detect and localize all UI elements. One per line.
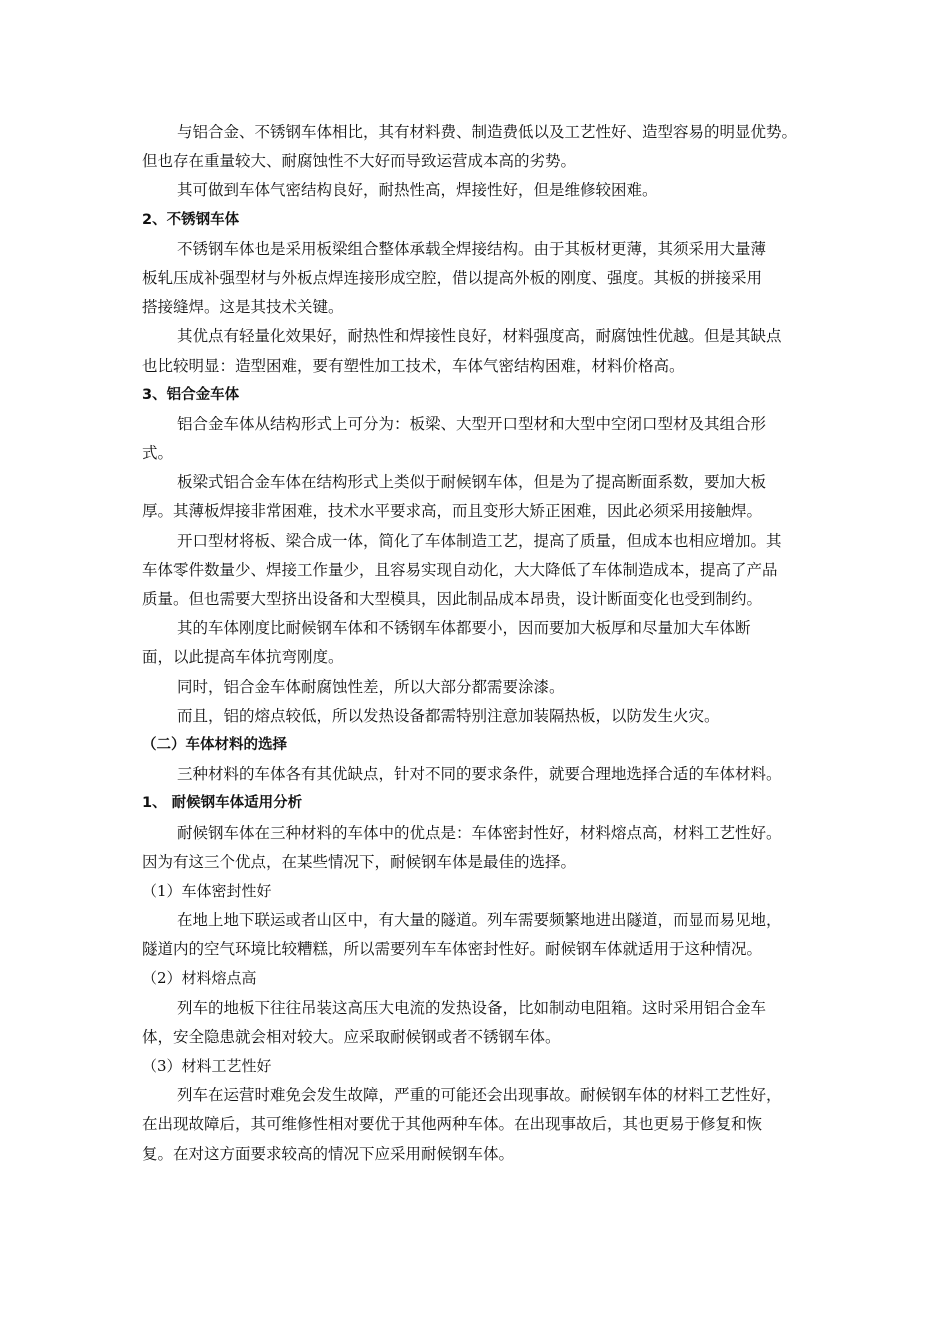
paragraph-line: 同时，铝合金车体耐腐蚀性差，所以大部分都需要涂漆。 <box>177 677 565 696</box>
paragraph-line: 隧道内的空气环境比较糟糕，所以需要列车车体密封性好。耐候钢车体就适用于这种情况。 <box>142 940 763 959</box>
section-heading-weathering-steel-analysis: 1、 耐候钢车体适用分析 <box>142 795 303 812</box>
section-heading-aluminum-alloy: 3、铝合金车体 <box>142 386 240 403</box>
paragraph-line: 铝合金车体从结构形式上可分为：板梁、大型开口型材和大型中空闭口型材及其组合形 <box>177 414 767 433</box>
paragraph-line: 开口型材将板、梁合成一体，简化了车体制造工艺，提高了质量，但成本也相应增加。其 <box>177 531 782 550</box>
subheading-workability: （3）材料工艺性好 <box>142 1057 272 1075</box>
section-heading-material-selection: （二）车体材料的选择 <box>142 736 287 753</box>
section-heading-stainless-steel: 2、不锈钢车体 <box>142 211 240 228</box>
paragraph-line: 列车的地板下往往吊装这高压大电流的发热设备，比如制动电阻箱。这时采用铝合金车 <box>177 998 767 1017</box>
paragraph-line: 板轧压成补强型材与外板点焊连接形成空腔，借以提高外板的刚度、强度。其板的拼接采用 <box>142 268 763 287</box>
paragraph-line: 三种材料的车体各有其优缺点，针对不同的要求条件，就要合理地选择合适的车体材料。 <box>177 765 782 784</box>
paragraph-line: 其可做到车体气密结构良好，耐热性高，焊接性好，但是维修较困难。 <box>177 181 658 200</box>
subheading-melting-point: （2）材料熔点高 <box>142 969 257 988</box>
paragraph-line: 而且，铝的熔点较低，所以发热设备都需特别注意加装隔热板，以防发生火灾。 <box>177 706 720 725</box>
paragraph-line: 式。 <box>142 444 174 463</box>
paragraph-line: 体，安全隐患就会相对较大。应采取耐候钢或者不锈钢车体。 <box>142 1027 561 1046</box>
paragraph-line: 其的车体刚度比耐候钢车体和不锈钢车体都要小，因而要加大板厚和尽量加大车体断 <box>177 619 751 638</box>
paragraph-line: 质量。但也需要大型挤出设备和大型模具，因此制品成本昂贵，设计断面变化也受到制约。 <box>142 590 763 608</box>
paragraph-line: 面，以此提高车体抗弯刚度。 <box>142 648 344 667</box>
paragraph-line: 搭接缝焊。这是其技术关键。 <box>142 298 344 317</box>
paragraph-line: 车体零件数量少、焊接工作量少，且容易实现自动化，大大降低了车体制造成本，提高了产品 <box>142 560 778 579</box>
paragraph-line: 耐候钢车体在三种材料的车体中的优点是：车体密封性好，材料熔点高，材料工艺性好。 <box>177 823 782 842</box>
paragraph-line: 也比较明显：造型困难，要有塑性加工技术，车体气密结构困难，材料价格高。 <box>142 356 685 375</box>
paragraph-line: 复。在对这方面要求较高的情况下应采用耐候钢车体。 <box>142 1144 515 1163</box>
subheading-sealing: （1）车体密封性好 <box>142 881 272 900</box>
paragraph-line: 厚。其薄板焊接非常困难，技术水平要求高，而且变形大矫正困难，因此必须采用接触焊。 <box>142 502 763 521</box>
paragraph-line: 其优点有轻量化效果好，耐热性和焊接性良好，材料强度高，耐腐蚀性优越。但是其缺点 <box>177 327 782 346</box>
paragraph-line: 板梁式铝合金车体在结构形式上类似于耐候钢车体，但是为了提高断面系数，要加大板 <box>177 473 767 492</box>
paragraph-line: 在出现故障后，其可维修性相对要优于其他两种车体。在出现事故后，其也更易于修复和恢 <box>142 1115 763 1134</box>
paragraph-line: 因为有这三个优点，在某些情况下，耐候钢车体是最佳的选择。 <box>142 852 577 871</box>
paragraph-line: 在地上地下联运或者山区中，有大量的隧道。列车需要频繁地进出隧道，而显而易见地， <box>177 911 782 930</box>
document-page <box>142 118 812 1169</box>
paragraph-line: 列车在运营时难免会发生故障，严重的可能还会出现事故。耐候钢车体的材料工艺性好， <box>177 1086 782 1105</box>
paragraph-line: 不锈钢车体也是采用板梁组合整体承载全焊接结构。由于其板材更薄，其须采用大量薄 <box>177 239 767 258</box>
paragraph-line: 但也存在重量较大、耐腐蚀性不大好而导致运营成本高的劣势。 <box>142 152 577 171</box>
paragraph-line: 与铝合金、不锈钢车体相比，其有材料费、制造费低以及工艺性好、造型容易的明显优势。 <box>177 123 798 141</box>
